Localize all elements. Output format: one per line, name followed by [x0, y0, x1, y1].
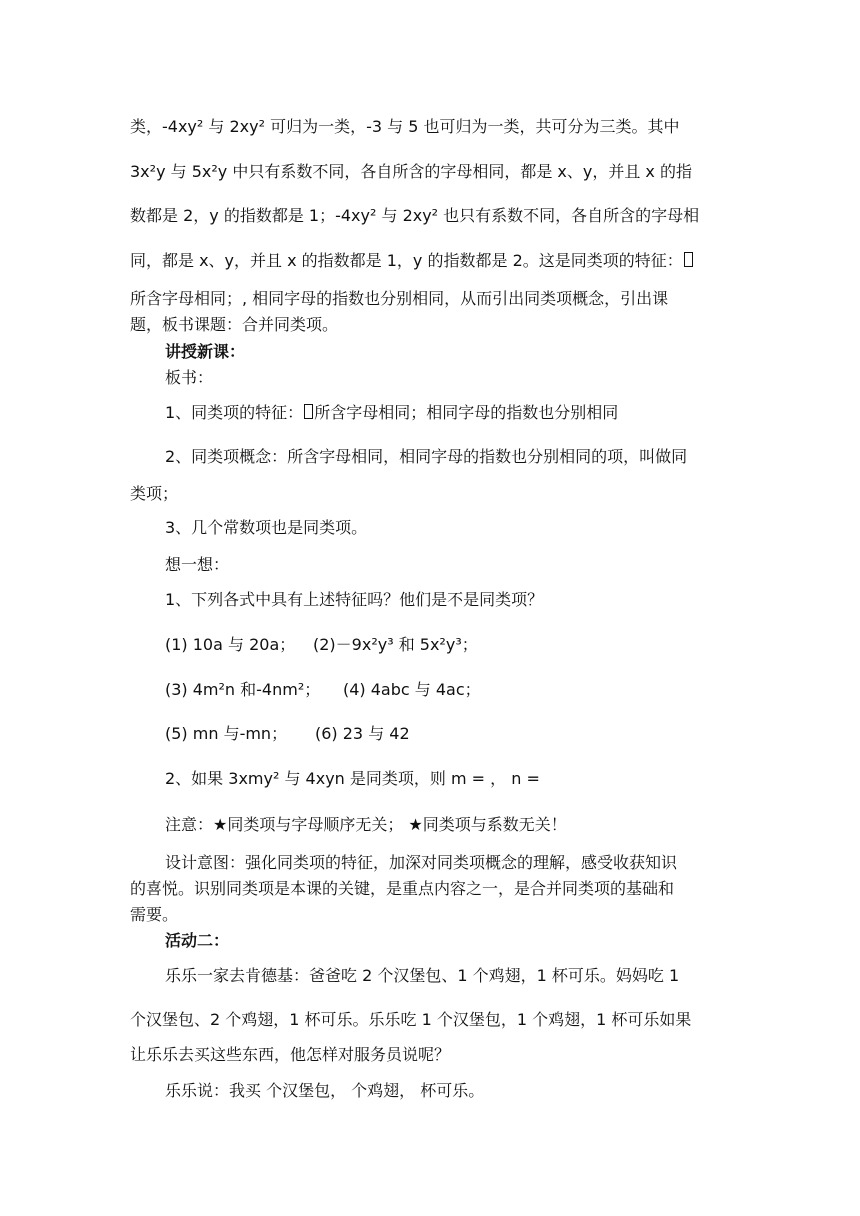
paragraph-line: 所含字母相同；, 相同字母的指数也分别相同，从而引出同类项概念，引出课: [130, 289, 669, 308]
note-line: 注意：★同类项与字母顺序无关； ★同类项与系数无关！: [165, 815, 567, 834]
design-intent-line: 的喜悦。识别同类项是本课的关键，是重点内容之一，是合并同类项的基础和: [130, 879, 675, 898]
exercise-line: [165, 679, 481, 701]
think-label: 想一想：: [165, 555, 230, 574]
design-intent-line: 设计意图：强化同类项的特征，加深对同类项概念的理解，感受收获知识: [165, 853, 678, 872]
exercise-2: (2)－9x²y³ 和 5x²y³；: [313, 635, 478, 654]
paragraph-line: 类，-4xy² 与 2xy² 可归为一类，-3 与 5 也可归为一类，共可分为三类。其中: [130, 117, 680, 136]
activity-line: 让乐乐去买这些东西，他怎样对服务员说呢？: [130, 1045, 451, 1064]
heading-new-lesson: 讲授新课：: [165, 342, 246, 361]
board-item-1-prefix: 1、同类项的特征：: [165, 403, 304, 422]
think-question-1: 1、下列各式中具有上述特征吗？他们是不是同类项？: [165, 590, 544, 609]
exercise-line: [165, 723, 410, 745]
missing-glyph-box: [304, 404, 313, 419]
exercise-1: (1) 10a 与 20a；: [165, 635, 296, 654]
activity-line: 个汉堡包、2 个鸡翅，1 杯可乐。乐乐吃 1 个汉堡包，1 个鸡翅，1 杯可乐如果: [130, 1010, 692, 1029]
line-text: 同，都是 x、y，并且 x 的指数都是 1，y 的指数都是 2。这是同类项的特征：: [130, 251, 683, 270]
exercise-4: (4) 4abc 与 4ac；: [343, 680, 481, 699]
design-intent-line: 需要。: [130, 905, 179, 924]
board-label: 板书：: [165, 368, 214, 387]
board-item-3: 3、几个常数项也是同类项。: [165, 518, 368, 537]
paragraph-line: 数都是 2，y 的指数都是 1；-4xy² 与 2xy² 也只有系数不同，各自所含的字母相: [130, 206, 700, 225]
missing-glyph-box: [684, 252, 693, 267]
board-item-1-text: 所含字母相同；相同字母的指数也分别相同: [314, 403, 619, 422]
exercise-5: (5) mn 与-mn；: [165, 724, 288, 743]
paragraph-line: 题，板书课题：合并同类项。: [130, 315, 339, 334]
activity-line: 乐乐一家去肯德基：爸爸吃 2 个汉堡包、1 个鸡翅，1 杯可乐。妈妈吃 1: [165, 966, 680, 985]
board-item-2: 2、同类项概念：所含字母相同，相同字母的指数也分别相同的项，叫做同: [165, 447, 688, 466]
exercise-6: (6) 23 与 42: [315, 724, 410, 743]
heading-activity-2: 活动二：: [165, 931, 230, 950]
board-item-2-cont: 类项；: [130, 484, 179, 503]
think-question-2: 2、如果 3xmy² 与 4xyn 是同类项，则 m = ， n =: [165, 769, 540, 788]
paragraph-line: [130, 250, 694, 272]
paragraph-line: 3x²y 与 5x²y 中只有系数不同，各自所含的字母相同，都是 x、y，并且 x 的指: [130, 162, 692, 181]
activity-line: 乐乐说：我买 个汉堡包， 个鸡翅， 杯可乐。: [165, 1081, 485, 1100]
exercise-3: (3) 4m²n 和-4nm²；: [165, 680, 321, 699]
board-item-1: [165, 402, 618, 424]
exercise-line: [165, 634, 478, 656]
